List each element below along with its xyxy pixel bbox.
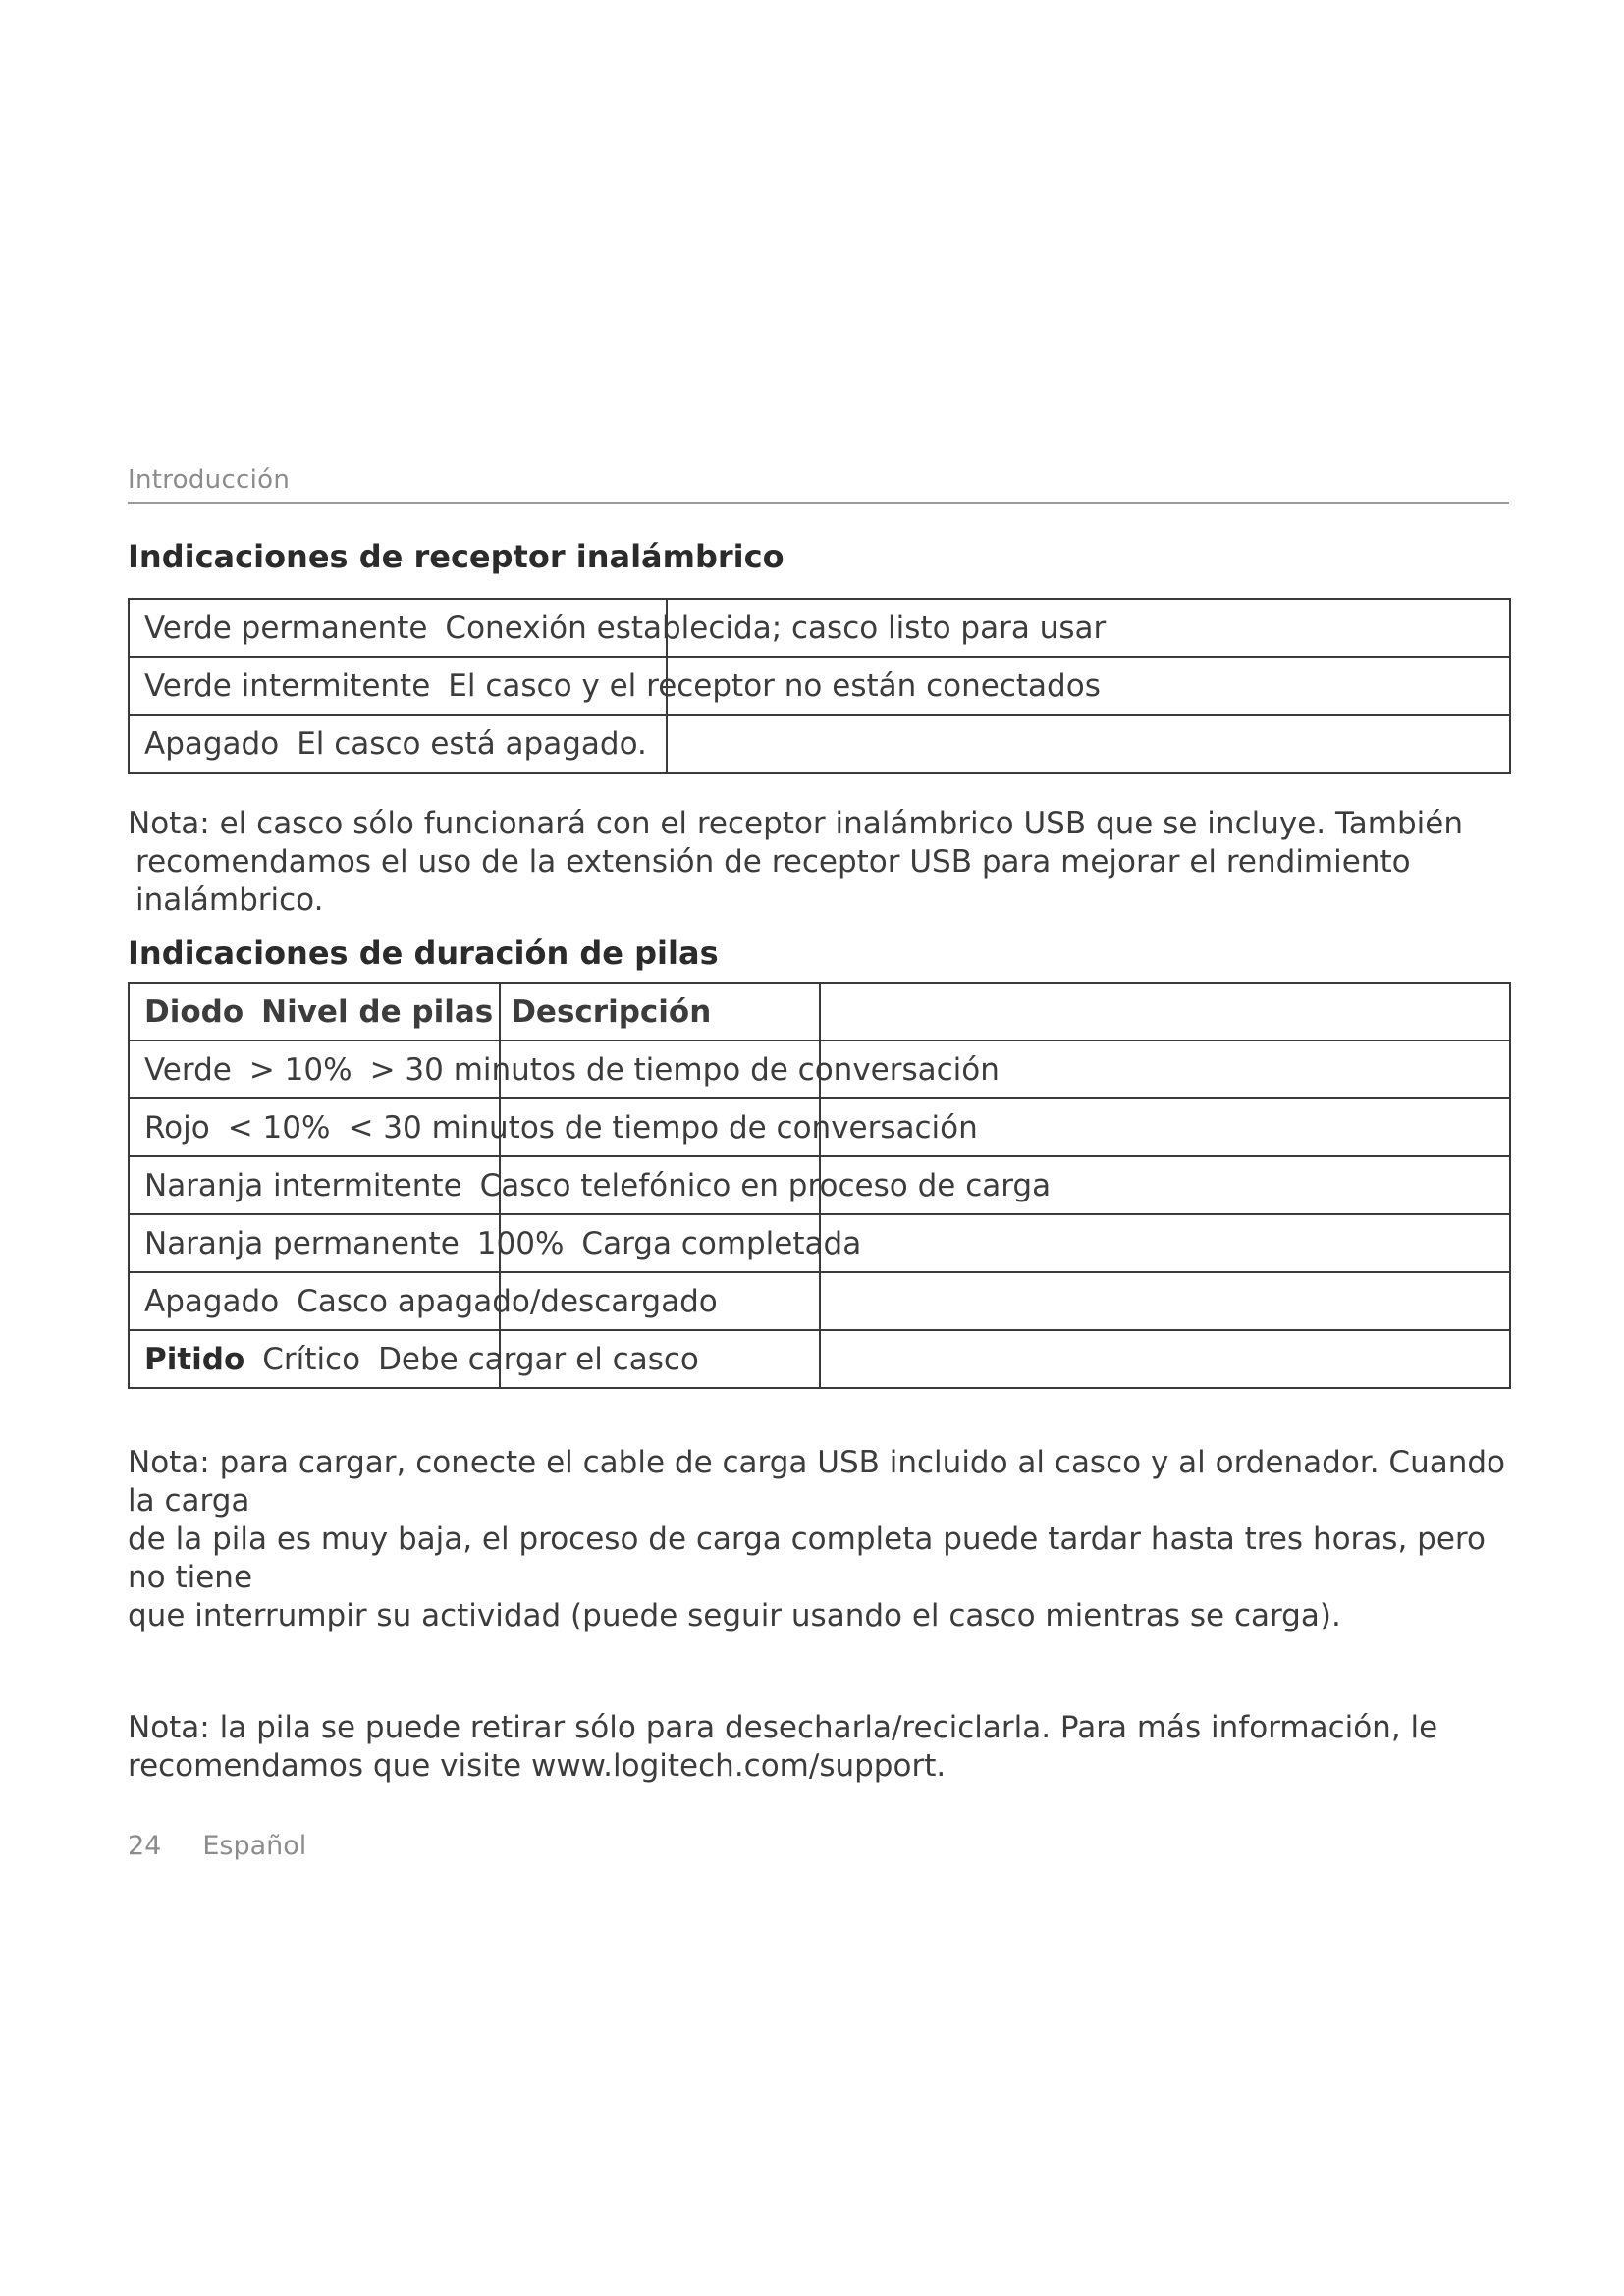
battery-level: Casco telefónico en proceso de carga [479,1167,1052,1203]
header-level: Nivel de pilas [261,993,494,1030]
receiver-state: Verde intermitente [144,667,431,704]
table-row [129,599,1510,657]
header-description: Descripción [511,993,712,1030]
battery-led: Pitido [144,1341,245,1377]
battery-description: > 30 minutos de tiempo de conversación [369,1051,1000,1088]
battery-indications-table [128,982,1511,1389]
section-header: Introducción [128,465,291,495]
battery-removal-note [128,1709,1509,1786]
empty-cell [667,599,1510,657]
battery-led: Rojo [144,1109,210,1146]
battery-row-cell [129,1214,862,1272]
battery-description: < 30 minutos de tiempo de conversación [348,1109,978,1146]
battery-level: < 10% [227,1109,331,1146]
page-footer [128,1831,306,1861]
table-row [129,657,1510,715]
battery-led: Apagado [144,1283,280,1319]
battery-description: Carga completada [581,1225,862,1261]
header-led: Diodo [144,993,244,1030]
table-row [129,1041,1510,1098]
receiver-meaning: Conexión establecida; casco listo para usar [445,610,1107,646]
removal-note-line1: Nota: la pila se puede retirar sólo para desecharla/reciclarla. Para más información, le [128,1710,1438,1745]
empty-cell [500,1330,820,1388]
empty-cell [500,983,820,1041]
table-row [129,1272,1510,1330]
battery-led: Naranja intermitente [144,1167,462,1203]
receiver-note-line2: recomendamos el uso de la extensión de receptor USB para mejorar el rendimiento inalámbrico. [135,844,1411,918]
battery-row-cell [129,1098,978,1156]
receiver-state: Apagado [144,725,280,762]
battery-section-title: Indicaciones de duración de pilas [128,934,719,972]
empty-cell [820,1272,1510,1330]
charging-note [128,1444,1509,1635]
empty-cell [500,1041,820,1098]
empty-cell [820,1330,1510,1388]
battery-level: Crítico [262,1341,361,1377]
empty-cell [820,1041,1510,1098]
battery-row-cell [129,1156,1052,1214]
receiver-row-cell [129,657,1101,715]
empty-cell [500,1098,820,1156]
table-row [129,1330,1510,1388]
empty-cell [500,1272,820,1330]
receiver-row-cell [129,599,1107,657]
battery-led: Verde [144,1051,232,1088]
charging-note-line2: de la pila es muy baja, el proceso de carga completa puede tardar hasta tres horas, pero no tiene [128,1522,1486,1595]
receiver-note [128,805,1509,920]
battery-row-cell [129,1041,1000,1098]
battery-level: 100% [476,1225,565,1261]
battery-level: > 10% [248,1051,352,1088]
page-number: 24 [128,1831,162,1861]
table-row [129,715,1510,773]
table-header-row [129,983,1510,1041]
table-row [129,1098,1510,1156]
empty-cell [820,1098,1510,1156]
empty-cell [820,983,1510,1041]
removal-note-line2: recomendamos que visite www.logitech.com/support. [128,1748,947,1784]
receiver-indications-table [128,598,1511,774]
header-divider [128,502,1509,504]
battery-row-cell [129,1330,699,1388]
battery-level: Casco apagado/descargado [297,1283,718,1319]
table-row [129,1214,1510,1272]
receiver-state: Verde permanente [144,610,428,646]
empty-cell [820,1156,1510,1214]
empty-cell [667,715,1510,773]
receiver-meaning: El casco y el receptor no están conectados [448,667,1101,704]
manual-page [128,0,1509,2296]
charging-note-line3: que interrumpir su actividad (puede seguir usando el casco mientras se carga). [128,1598,1341,1633]
receiver-row-cell [129,715,667,773]
receiver-meaning: El casco está apagado. [297,725,647,762]
footer-language: Español [202,1831,307,1861]
empty-cell [667,657,1510,715]
receiver-section-title: Indicaciones de receptor inalámbrico [128,538,785,575]
battery-row-cell [129,1272,718,1330]
charging-note-line1: Nota: para cargar, conecte el cable de carga USB incluido al casco y al ordenador. Cuando la carga [128,1445,1506,1519]
battery-description: Debe cargar el casco [378,1341,699,1377]
table-row [129,1156,1510,1214]
empty-cell [820,1214,1510,1272]
receiver-note-line1: Nota: el casco sólo funcionará con el receptor inalámbrico USB que se incluye. También [128,806,1464,841]
battery-header-cell [129,983,712,1041]
empty-cell [500,1214,820,1272]
empty-cell [500,1156,820,1214]
battery-led: Naranja permanente [144,1225,460,1261]
